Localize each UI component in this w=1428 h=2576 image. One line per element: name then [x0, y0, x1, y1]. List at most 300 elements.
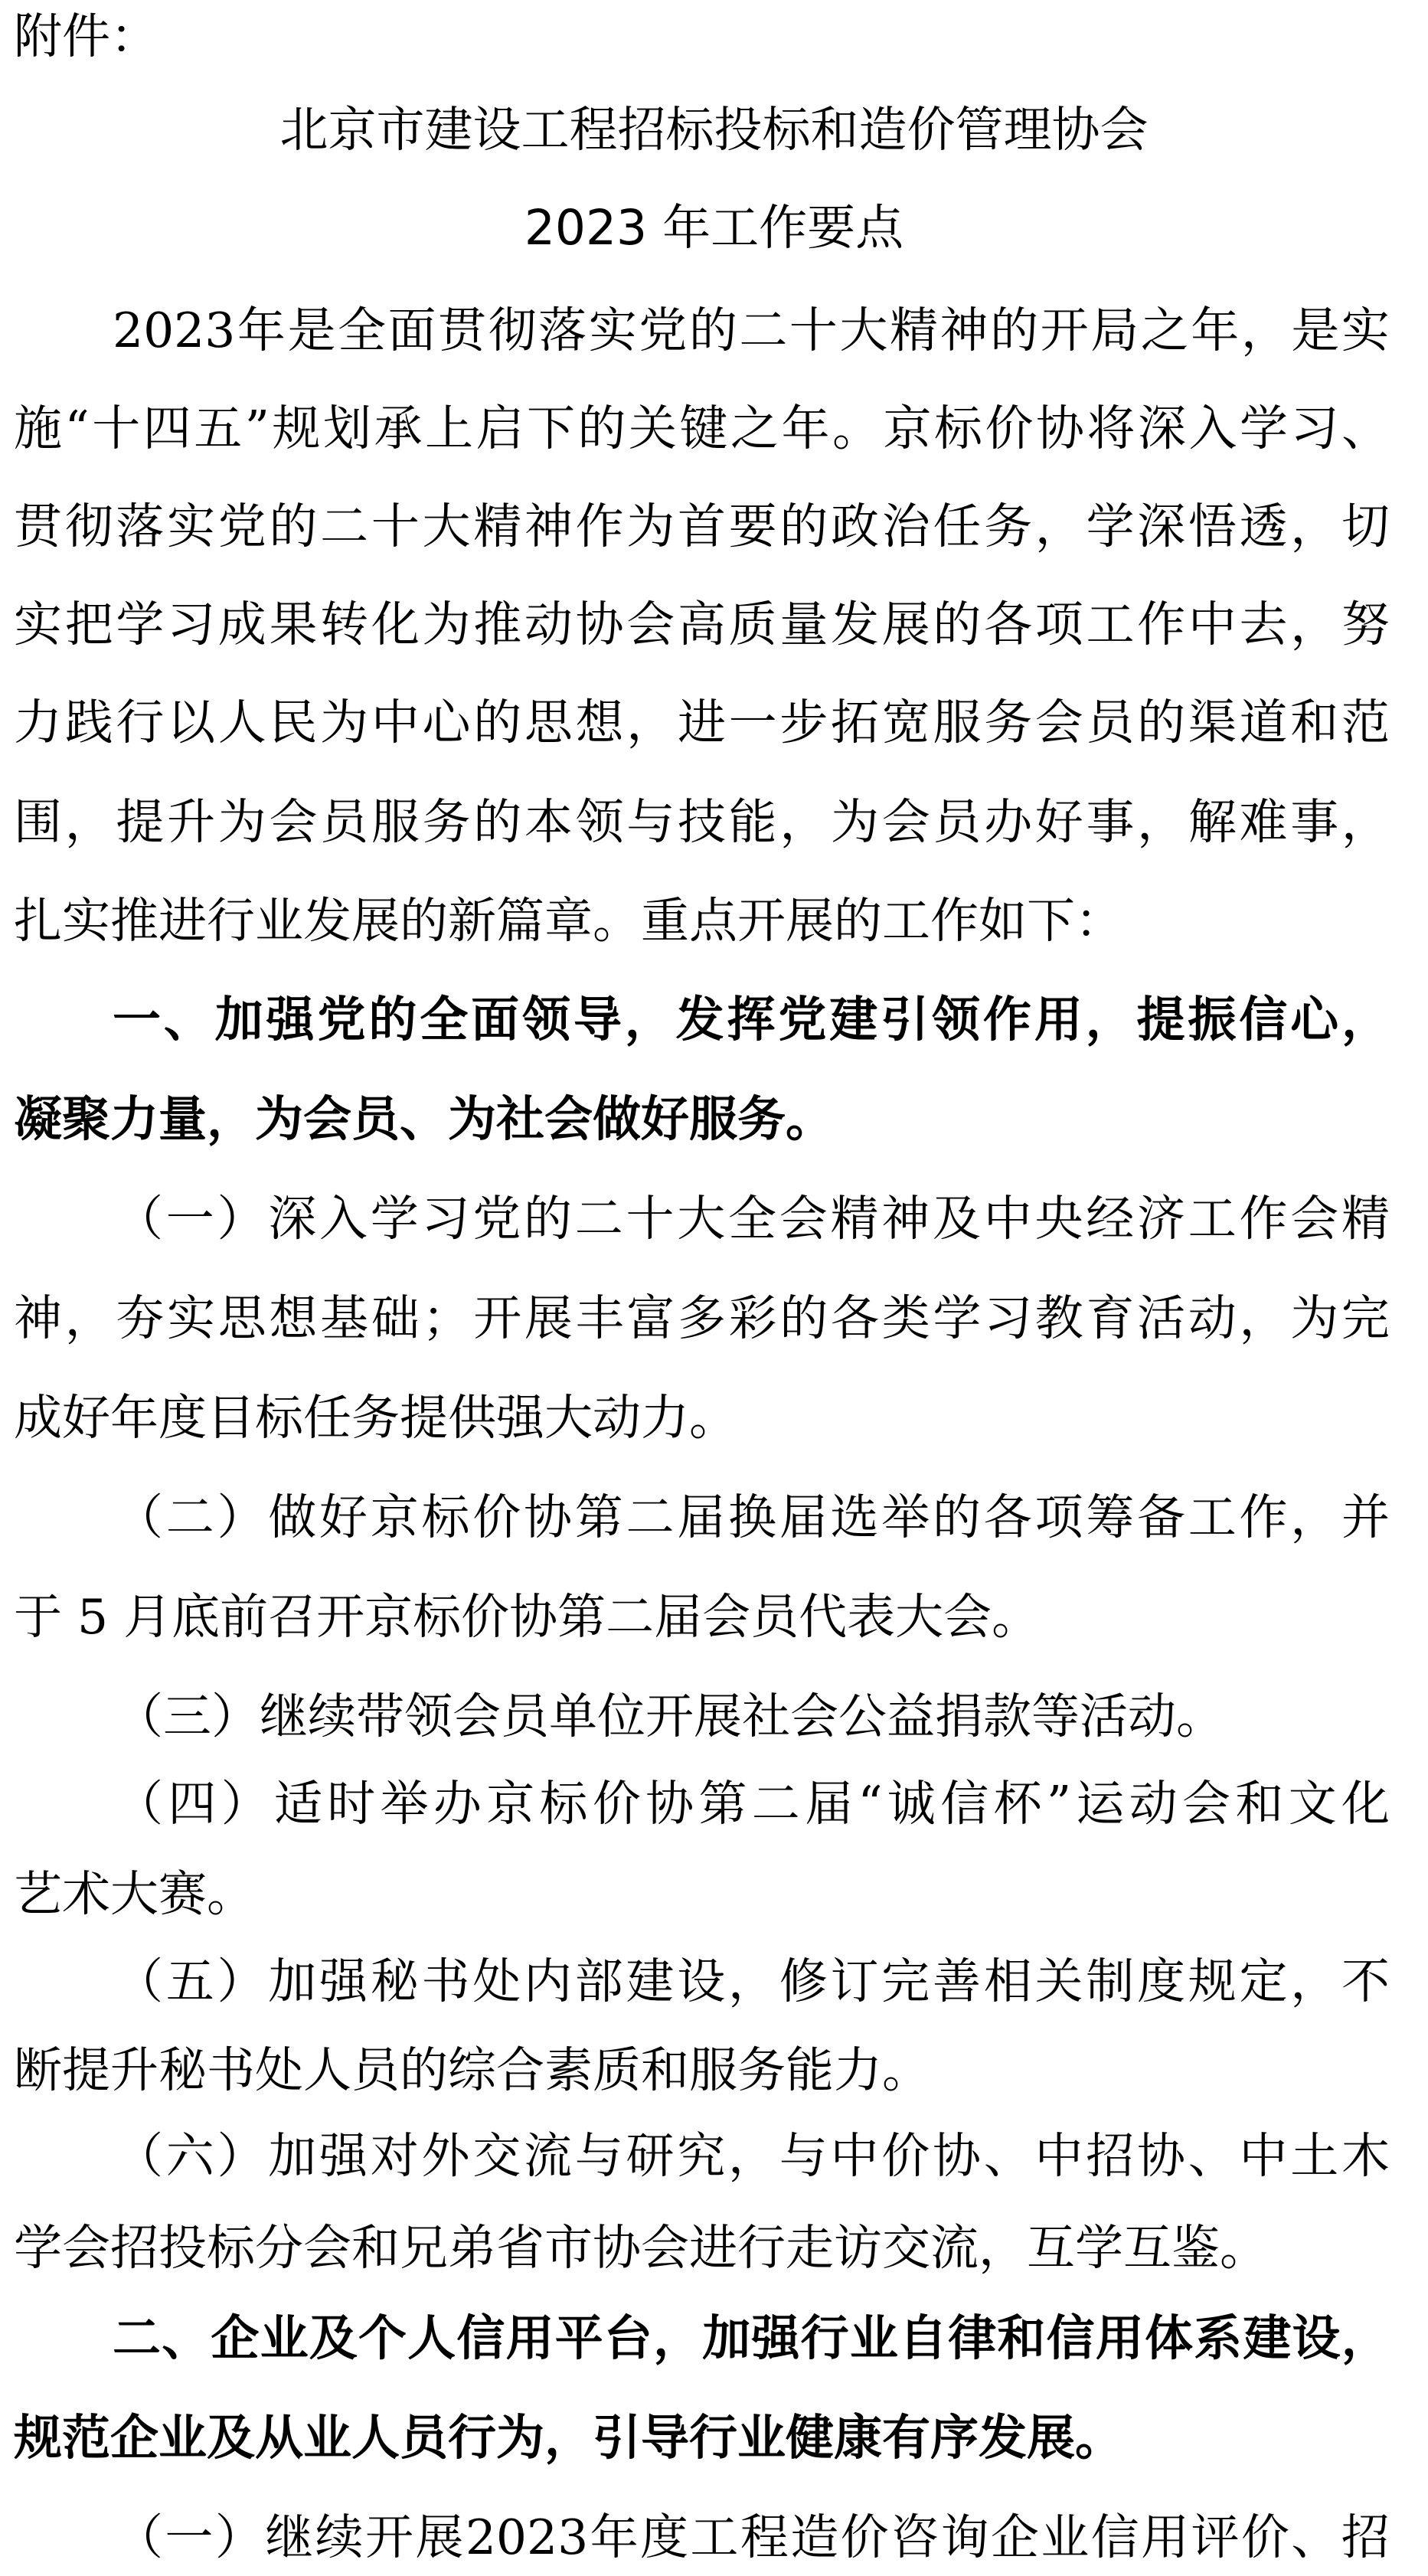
glyph: 领: [522, 992, 570, 1048]
glyph: 的: [368, 992, 417, 1048]
glyph: 开: [473, 1290, 522, 1346]
glyph: 彩: [728, 1290, 777, 1346]
intro-line-6: [14, 792, 1390, 853]
glyph: 入: [1188, 400, 1237, 456]
glyph: 习: [167, 597, 216, 652]
glyph: 信: [1090, 2509, 1139, 2565]
glyph: 领: [575, 794, 624, 850]
section1-item6-line2: 学会招投标分会和兄弟省市协会进行走访交流，互学互鉴。: [14, 2220, 1268, 2276]
glyph: 任: [933, 499, 982, 554]
glyph: 咨: [890, 2509, 939, 2565]
glyph: ”: [244, 400, 270, 456]
glyph: 加: [268, 2128, 317, 2184]
glyph: 心: [1290, 992, 1339, 1048]
glyph: 中: [830, 2128, 879, 2184]
glyph: 务: [984, 695, 1033, 750]
glyph: 的: [779, 499, 828, 554]
glyph: 建: [829, 992, 878, 1048]
section2-heading-line1: [113, 2308, 1390, 2369]
section1-item4-line2: 艺术大赛。: [14, 1866, 255, 1922]
glyph: ，: [1240, 302, 1289, 358]
glyph: 作: [1239, 1191, 1288, 1247]
glyph: 十: [371, 499, 420, 554]
glyph: ，: [1290, 1489, 1339, 1545]
glyph: 五: [194, 400, 243, 456]
glyph: 人: [407, 2310, 456, 2366]
glyph: 入: [319, 1191, 368, 1247]
glyph: 平: [554, 2310, 603, 2366]
glyph: 展: [524, 1290, 573, 1346]
glyph: 事: [1290, 794, 1339, 850]
glyph: 围: [14, 794, 62, 850]
glyph: 中: [1034, 2128, 1083, 2184]
glyph: 党: [639, 302, 688, 358]
intro-line-5: [14, 692, 1390, 754]
glyph: 并: [1341, 1489, 1390, 1545]
glyph: 事: [1086, 794, 1135, 850]
glyph: 与: [626, 794, 675, 850]
glyph: 的: [473, 794, 522, 850]
glyph: 办: [433, 1776, 482, 1832]
glyph: 发: [675, 992, 724, 1048]
glyph: 项: [1034, 1489, 1083, 1545]
glyph: 务: [422, 794, 471, 850]
section1-heading-line2: 凝聚力量，为会员、为社会做好服务。: [14, 1091, 834, 1147]
glyph: 用: [1141, 2509, 1190, 2565]
glyph: 会: [1182, 1776, 1230, 1832]
glyph: 的: [933, 597, 982, 652]
glyph: 年: [590, 2509, 639, 2565]
glyph: 规: [272, 400, 321, 456]
glyph: 深: [1137, 400, 1186, 456]
glyph: 修: [779, 1953, 828, 2009]
glyph: 行: [116, 695, 165, 750]
glyph: 的: [1137, 695, 1186, 750]
glyph: 二: [751, 1776, 800, 1832]
glyph: 京: [883, 400, 932, 456]
glyph: 度: [640, 2509, 688, 2565]
glyph: 教: [1034, 1290, 1083, 1346]
glyph: 价: [1240, 2509, 1289, 2565]
glyph: ，: [728, 1953, 776, 2009]
glyph: 年: [781, 400, 830, 456]
section1-item2-line1: [115, 1487, 1390, 1548]
glyph: 将: [1087, 400, 1136, 456]
glyph: 大: [839, 302, 888, 358]
section1-item1-line1: [115, 1188, 1390, 1250]
glyph: 全: [337, 302, 386, 358]
glyph: 划: [322, 400, 371, 456]
glyph: 制: [1086, 1953, 1135, 2009]
glyph: 书: [421, 1953, 470, 2009]
glyph: 的: [688, 302, 737, 358]
glyph: 强: [751, 2310, 800, 2366]
glyph: 定: [1239, 1953, 1288, 2009]
glyph: “: [64, 400, 90, 456]
glyph: 深: [268, 1191, 317, 1247]
glyph: 务: [984, 499, 1033, 554]
glyph: ，: [1239, 1290, 1288, 1346]
glyph: 为: [831, 794, 879, 850]
glyph: 之: [730, 400, 779, 456]
glyph: 协: [645, 1776, 694, 1832]
glyph: 流: [524, 2128, 572, 2184]
glyph: 木: [1341, 2128, 1390, 2184]
glyph: 举: [881, 1489, 930, 1545]
glyph: 动: [524, 597, 573, 652]
glyph: 化: [1341, 1776, 1390, 1832]
glyph: 类: [881, 1290, 930, 1346]
glyph: 进: [677, 695, 726, 750]
glyph: 用: [1095, 2310, 1144, 2366]
glyph: 善: [933, 1953, 981, 2009]
glyph: ，: [653, 2310, 702, 2366]
glyph: 用: [1034, 992, 1083, 1048]
glyph: 的: [933, 1489, 981, 1545]
glyph: ，: [779, 794, 828, 850]
glyph: 质: [728, 597, 777, 652]
glyph: 施: [14, 400, 62, 456]
glyph: 民: [269, 695, 318, 750]
glyph: 二: [739, 302, 788, 358]
glyph: 经: [1086, 1191, 1135, 1247]
glyph: 2023: [465, 2509, 589, 2565]
glyph: 二: [165, 1489, 214, 1545]
glyph: 导: [573, 992, 622, 1048]
glyph: 设: [677, 1953, 726, 2009]
glyph: 完: [881, 1953, 930, 2009]
glyph: 神: [14, 1290, 62, 1346]
glyph: 价: [985, 400, 1034, 456]
glyph: 作: [575, 499, 624, 554]
glyph: 为: [422, 597, 471, 652]
glyph: 拓: [831, 695, 879, 750]
glyph: 习: [421, 1191, 470, 1247]
glyph: 协: [575, 597, 624, 652]
glyph: 第: [698, 1776, 747, 1832]
glyph: 升: [167, 794, 216, 850]
glyph: ）: [217, 1953, 266, 2009]
glyph: 及: [309, 2310, 358, 2366]
glyph: 实: [588, 302, 637, 358]
intro-line-3: [14, 496, 1390, 557]
glyph: 会: [779, 1191, 828, 1247]
glyph: 果: [269, 597, 318, 652]
intro-line-2: [14, 398, 1390, 459]
glyph: 业: [849, 2310, 898, 2366]
glyph: 全: [420, 992, 469, 1048]
glyph: （: [115, 1776, 163, 1832]
glyph: 年: [237, 302, 286, 358]
glyph: 会: [626, 597, 675, 652]
glyph: 基: [320, 1290, 369, 1346]
glyph: 协: [1137, 2128, 1185, 2184]
glyph: 宽: [881, 695, 930, 750]
glyph: 会: [1034, 695, 1083, 750]
glyph: 标: [421, 1489, 470, 1545]
glyph: ，: [624, 992, 673, 1048]
glyph: 强: [319, 1953, 368, 2009]
glyph: 信: [940, 1776, 989, 1832]
glyph: 内: [524, 1953, 572, 2009]
glyph: 心: [422, 695, 471, 750]
glyph: 各: [984, 597, 1033, 652]
glyph: 杯: [993, 1776, 1042, 1832]
glyph: 价: [881, 2128, 930, 2184]
glyph: 学: [370, 1191, 419, 1247]
glyph: 精: [1341, 1191, 1390, 1247]
glyph: 部: [574, 1953, 623, 2009]
glyph: 学: [933, 1290, 982, 1346]
glyph: （: [115, 1489, 163, 1545]
glyph: 会: [269, 794, 318, 850]
section1-item5-line2: 断提升秘书处人员的综合素质和服务能力。: [14, 2042, 930, 2098]
glyph: 第: [574, 1489, 623, 1545]
glyph: 强: [319, 2128, 368, 2184]
glyph: 做: [268, 1489, 317, 1545]
glyph: 推: [473, 597, 522, 652]
glyph: 透: [1239, 499, 1288, 554]
glyph: 夯: [116, 1290, 165, 1346]
glyph: 一: [113, 992, 161, 1048]
glyph: 秘: [370, 1953, 419, 2009]
glyph: 贯: [14, 499, 62, 554]
glyph: 体: [1144, 2310, 1193, 2366]
glyph: 中: [1188, 597, 1237, 652]
glyph: 企: [990, 2509, 1039, 2565]
glyph: 切: [1341, 499, 1390, 554]
glyph: 道: [1239, 695, 1288, 750]
glyph: 运: [1076, 1776, 1125, 1832]
glyph: 备: [1137, 1489, 1185, 1545]
glyph: 相: [983, 1953, 1032, 2009]
glyph: 。: [832, 400, 881, 456]
glyph: 业: [260, 2310, 309, 2366]
glyph: 本: [524, 794, 573, 850]
glyph: 作: [1137, 597, 1186, 652]
glyph: 面: [471, 992, 520, 1048]
glyph: （: [115, 2509, 163, 2565]
glyph: 土: [1290, 2128, 1339, 2184]
glyph: 诚: [887, 1776, 936, 1832]
glyph: 强: [266, 992, 315, 1048]
glyph: ，: [1137, 794, 1186, 850]
document-title-line2: 2023 年工作要点: [524, 200, 904, 256]
glyph: 实: [167, 1290, 216, 1346]
glyph: 协: [933, 2128, 981, 2184]
glyph: 把: [64, 597, 113, 652]
glyph: 四: [142, 400, 191, 456]
glyph: 评: [1191, 2509, 1240, 2565]
glyph: 六: [165, 2128, 214, 2184]
glyph: 之: [1140, 302, 1189, 358]
glyph: 五: [165, 1953, 214, 2009]
glyph: 为: [320, 695, 369, 750]
glyph: 开: [365, 2509, 414, 2565]
glyph: 台: [603, 2310, 652, 2366]
glyph: 订: [830, 1953, 879, 2009]
glyph: 四: [168, 1776, 217, 1832]
glyph: 启: [475, 400, 524, 456]
glyph: 学: [1086, 499, 1135, 554]
glyph: 发: [831, 597, 879, 652]
glyph: 贯: [438, 302, 487, 358]
glyph: 项: [1034, 597, 1083, 652]
document-title-line1: 北京市建设工程招标投标和造价管理协会: [279, 102, 1149, 158]
glyph: 悟: [1188, 499, 1237, 554]
attachment-label: 附件：: [14, 8, 158, 64]
glyph: 活: [1137, 1290, 1186, 1346]
glyph: 思: [217, 1290, 266, 1346]
glyph: 首: [677, 499, 726, 554]
glyph: 键: [679, 400, 728, 456]
glyph: 工: [1188, 1489, 1237, 1545]
glyph: 要: [728, 499, 777, 554]
glyph: 渠: [1188, 695, 1237, 750]
glyph: 个: [358, 2310, 407, 2366]
glyph: 、: [163, 992, 212, 1048]
glyph: 二: [113, 2310, 161, 2366]
glyph: （: [115, 1953, 163, 2009]
glyph: 自: [899, 2310, 947, 2366]
glyph: 信: [456, 2310, 505, 2366]
glyph: 不: [1341, 1953, 1390, 2009]
glyph: 交: [472, 2128, 521, 2184]
glyph: 对: [370, 2128, 419, 2184]
glyph: 为: [1290, 1290, 1339, 1346]
glyph: 律: [948, 2310, 997, 2366]
glyph: 精: [890, 302, 938, 358]
glyph: 是: [287, 302, 336, 358]
glyph: ）: [217, 2128, 266, 2184]
glyph: 一: [165, 1191, 214, 1247]
glyph: 神: [939, 302, 988, 358]
glyph: 系: [1194, 2310, 1243, 2366]
glyph: 服: [371, 794, 420, 850]
glyph: ；: [422, 1290, 471, 1346]
glyph: 企: [211, 2310, 260, 2366]
glyph: 大: [422, 499, 471, 554]
glyph: “: [858, 1776, 883, 1832]
glyph: 行: [800, 2310, 849, 2366]
glyph: 届: [805, 1776, 854, 1832]
glyph: 想: [575, 695, 624, 750]
glyph: ，: [1034, 499, 1083, 554]
glyph: 加: [214, 992, 263, 1048]
glyph: 实: [167, 499, 216, 554]
glyph: 落: [538, 302, 587, 358]
glyph: 成: [217, 597, 266, 652]
glyph: 人: [217, 695, 266, 750]
section2-item1-line1: [115, 2507, 1390, 2568]
glyph: ，: [1341, 992, 1390, 1048]
glyph: ）: [214, 2509, 263, 2565]
glyph: 力: [14, 695, 62, 750]
section1-item5-line1: [115, 1951, 1390, 2012]
glyph: 量: [779, 597, 828, 652]
glyph: 规: [1188, 1953, 1237, 2009]
intro-line-4: [14, 594, 1390, 655]
glyph: 标: [933, 400, 982, 456]
glyph: ，: [1341, 794, 1390, 850]
glyph: 和: [997, 2310, 1046, 2366]
glyph: 员: [933, 794, 982, 850]
glyph: 步: [779, 695, 828, 750]
glyph: 础: [371, 1290, 420, 1346]
glyph: 筹: [1086, 1489, 1135, 1545]
glyph: ，: [1085, 992, 1134, 1048]
glyph: 能: [728, 794, 777, 850]
glyph: 党: [317, 992, 366, 1048]
glyph: 价: [592, 1776, 641, 1832]
glyph: 精: [830, 1191, 879, 1247]
glyph: 的: [990, 302, 1039, 358]
glyph: 与: [574, 2128, 623, 2184]
glyph: 落: [116, 499, 165, 554]
glyph: 关: [1034, 1953, 1083, 2009]
glyph: ，: [1341, 2310, 1390, 2366]
glyph: 与: [779, 2128, 828, 2184]
glyph: 协: [1035, 400, 1084, 456]
glyph: 彻: [64, 499, 113, 554]
glyph: 会: [1290, 1191, 1339, 1247]
glyph: 为: [217, 794, 266, 850]
glyph: 以: [167, 695, 216, 750]
glyph: ）: [221, 1776, 270, 1832]
glyph: 员: [320, 794, 369, 850]
glyph: 、: [983, 2128, 1032, 2184]
glyph: 和: [1235, 1776, 1284, 1832]
glyph: 范: [1341, 695, 1390, 750]
glyph: 加: [702, 2310, 751, 2366]
glyph: 领: [932, 992, 980, 1048]
glyph: ，: [64, 1290, 113, 1346]
glyph: 中: [1239, 2128, 1288, 2184]
glyph: 学: [116, 597, 165, 652]
glyph: 中: [371, 695, 420, 750]
glyph: 招: [1086, 2128, 1135, 2184]
intro-line-7: 扎实推进行业发展的新篇章。重点开展的工作如下：: [14, 893, 1123, 949]
section1-item2-line2: 于 5 月底前召开京标价协第二届会员代表大会。: [14, 1589, 1041, 1645]
glyph: ，: [728, 2128, 776, 2184]
glyph: 处: [472, 1953, 521, 2009]
section1-item6-line1: [115, 2126, 1390, 2187]
glyph: 全: [728, 1191, 776, 1247]
glyph: 十: [92, 400, 141, 456]
section2-heading-line2: 规范企业及从业人员行为，引导行业健康有序发展。: [14, 2410, 1123, 2466]
glyph: 开: [1040, 302, 1089, 358]
section1-heading-line1: [113, 989, 1390, 1051]
glyph: ）: [217, 1191, 266, 1247]
glyph: 的: [577, 400, 626, 456]
section1-item1-line2: [14, 1288, 1390, 1349]
glyph: 下: [526, 400, 575, 456]
glyph: 作: [1239, 1489, 1288, 1545]
glyph: 工: [690, 2509, 739, 2565]
section1-item3-line1: （三）继续带领会员单位开展社会公益捐款等活动。: [115, 1688, 1224, 1744]
section1-item1-line3: 成好年度目标任务提供强大动力。: [14, 1390, 737, 1446]
glyph: 价: [840, 2509, 889, 2565]
glyph: 、: [1341, 400, 1390, 456]
glyph: 多: [677, 1290, 726, 1346]
glyph: 一: [165, 2509, 214, 2565]
glyph: 适: [273, 1776, 322, 1832]
glyph: 济: [1137, 1191, 1185, 1247]
glyph: 展: [881, 597, 930, 652]
glyph: 用: [505, 2310, 554, 2366]
glyph: 员: [1086, 695, 1135, 750]
glyph: 引: [881, 992, 930, 1048]
